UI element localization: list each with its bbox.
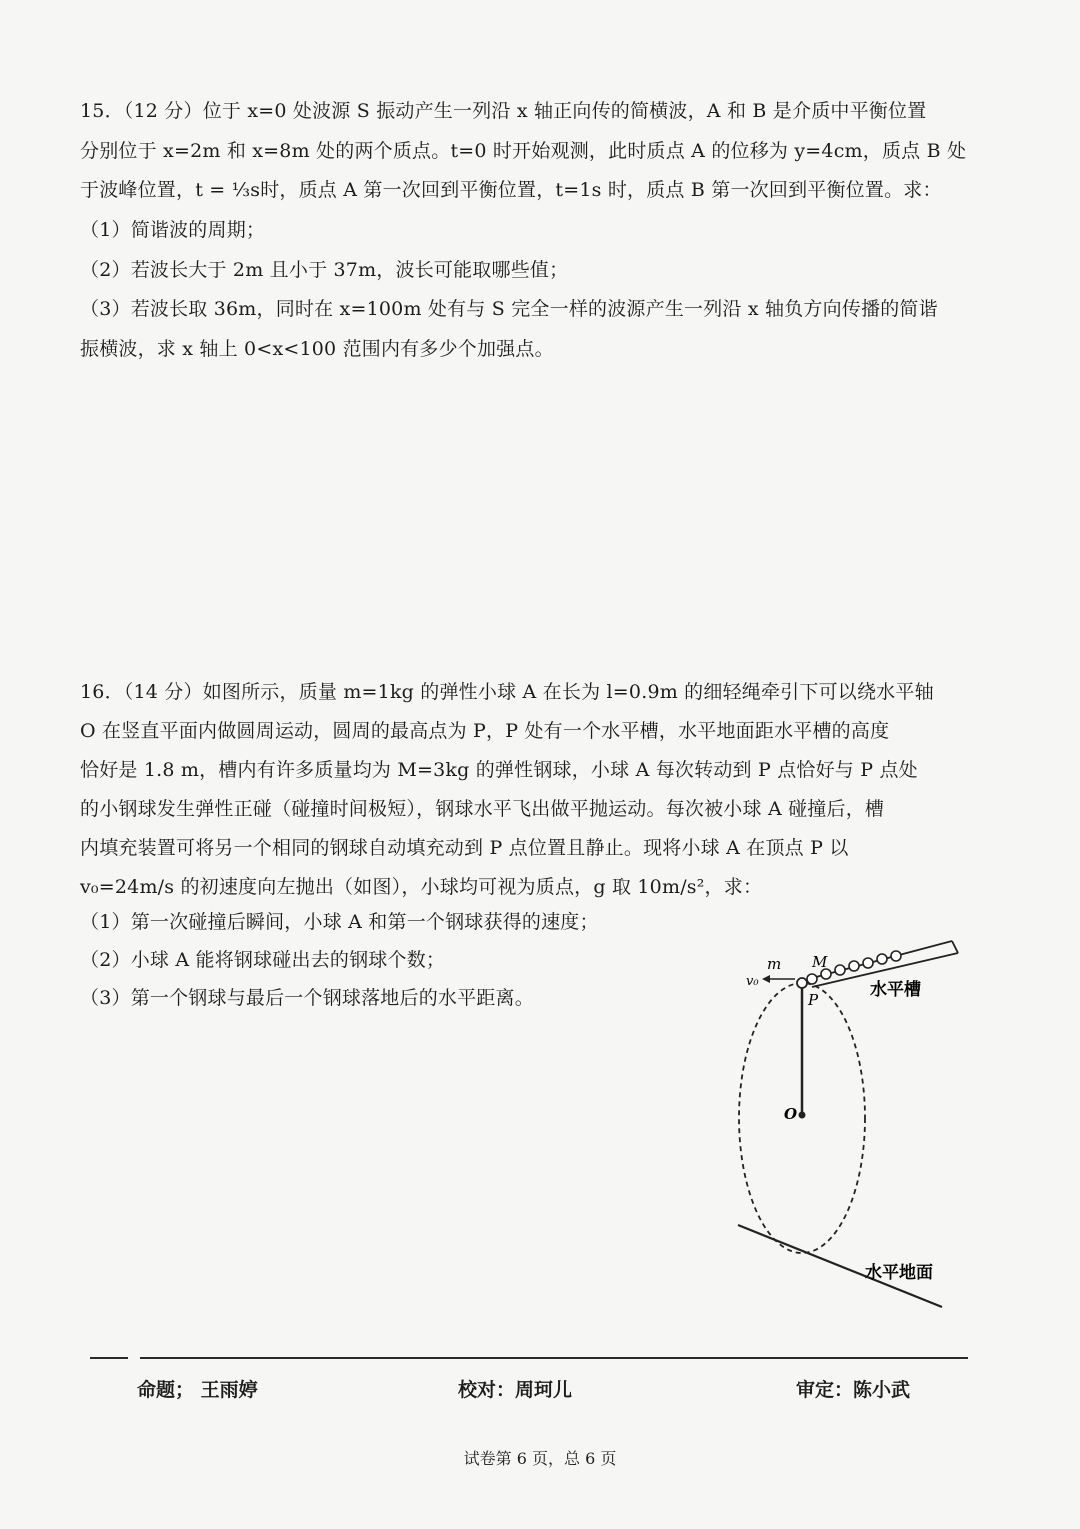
steel-ball (835, 965, 845, 975)
q16-line-1: 16．（14 分）如图所示，质量 m=1kg 的弹性小球 A 在长为 l=0.9m 的细轻绳牵引下可以绕水平轴 (80, 681, 934, 703)
footer-author: 命题； 王雨婷 (137, 1379, 258, 1401)
label-v0: v₀ (746, 974, 759, 989)
footer-rule (90, 1357, 968, 1359)
q16-line-3: 恰好是 1.8 m，槽内有许多质量均为 M=3kg 的弹性钢球，小球 A 每次转动到 P 点恰好与 P 点处 (80, 759, 918, 781)
label-trough: 水平槽 (870, 980, 921, 1000)
steel-ball (807, 974, 817, 984)
q16-line-5: 内填充装置可将另一个相同的钢球自动填充动到 P 点位置且静止。现将小球 A 在顶点 P 以 (80, 837, 849, 859)
steel-ball (849, 961, 859, 971)
trough-end (952, 941, 958, 953)
q16-line-2: O 在竖直平面内做圆周运动，圆周的最高点为 P，P 处有一个水平槽，水平地面距水平槽的高度 (80, 720, 890, 742)
page-number: 试卷第 6 页，总 6 页 (463, 1449, 617, 1468)
pendulum-figure (720, 935, 980, 1315)
q15-part-3: （3）若波长取 36m，同时在 x=100m 处有与 S 完全一样的波源产生一列沿 x 轴负方向传播的简谐 (80, 298, 938, 320)
q16-line-4: 的小钢球发生弹性正碰（碰撞时间极短），钢球水平飞出做平抛运动。每次被小球 A 碰撞后，槽 (80, 798, 885, 820)
label-o: O (784, 1105, 798, 1123)
steel-ball (863, 958, 873, 968)
label-p: P (808, 991, 819, 1009)
q16-part-3: （3）第一个钢球与最后一个钢球落地后的水平距离。 (80, 987, 534, 1009)
footer-rule-gap (128, 1354, 140, 1362)
footer-proofreader: 校对：周珂儿 (458, 1379, 573, 1401)
q15-line-1: 15．（12 分）位于 x=0 处波源 S 振动产生一列沿 x 轴正向传的简横波，A 和 B 是介质中平衡位置 (80, 100, 927, 122)
label-ground: 水平地面 (865, 1263, 933, 1283)
steel-ball (891, 951, 901, 961)
q15-line-3: 于波峰位置，t = ⅓s时，质点 A 第一次回到平衡位置，t=1s 时，质点 B 第一次回到平衡位置。求： (80, 179, 942, 201)
label-m: m (767, 955, 782, 973)
ball-a (797, 978, 807, 988)
q16-part-1: （1）第一次碰撞后瞬间，小球 A 和第一个钢球获得的速度； (80, 911, 599, 933)
q15-part-3-cont: 振横波，求 x 轴上 0<x<100 范围内有多少个加强点。 (80, 338, 554, 360)
steel-ball (877, 954, 887, 964)
footer-reviewer: 审定：陈小武 (796, 1379, 911, 1401)
velocity-arrowhead (762, 975, 770, 983)
q15-part-1: （1）简谐波的周期； (80, 219, 266, 241)
q15-line-2: 分别位于 x=2m 和 x=8m 处的两个质点。t=0 时开始观测，此时质点 A 的位移为 y=4cm，质点 B 处 (80, 140, 967, 162)
label-M: M (812, 953, 828, 971)
pivot-o (799, 1112, 806, 1119)
q16-part-2: （2）小球 A 能将钢球碰出去的钢球个数； (80, 949, 446, 971)
q16-line-6: v₀=24m/s 的初速度向左抛出（如图），小球均可视为质点，g 取 10m/s²，求： (80, 876, 763, 898)
q15-part-2: （2）若波长大于 2m 且小于 37m，波长可能取哪些值； (80, 259, 569, 281)
